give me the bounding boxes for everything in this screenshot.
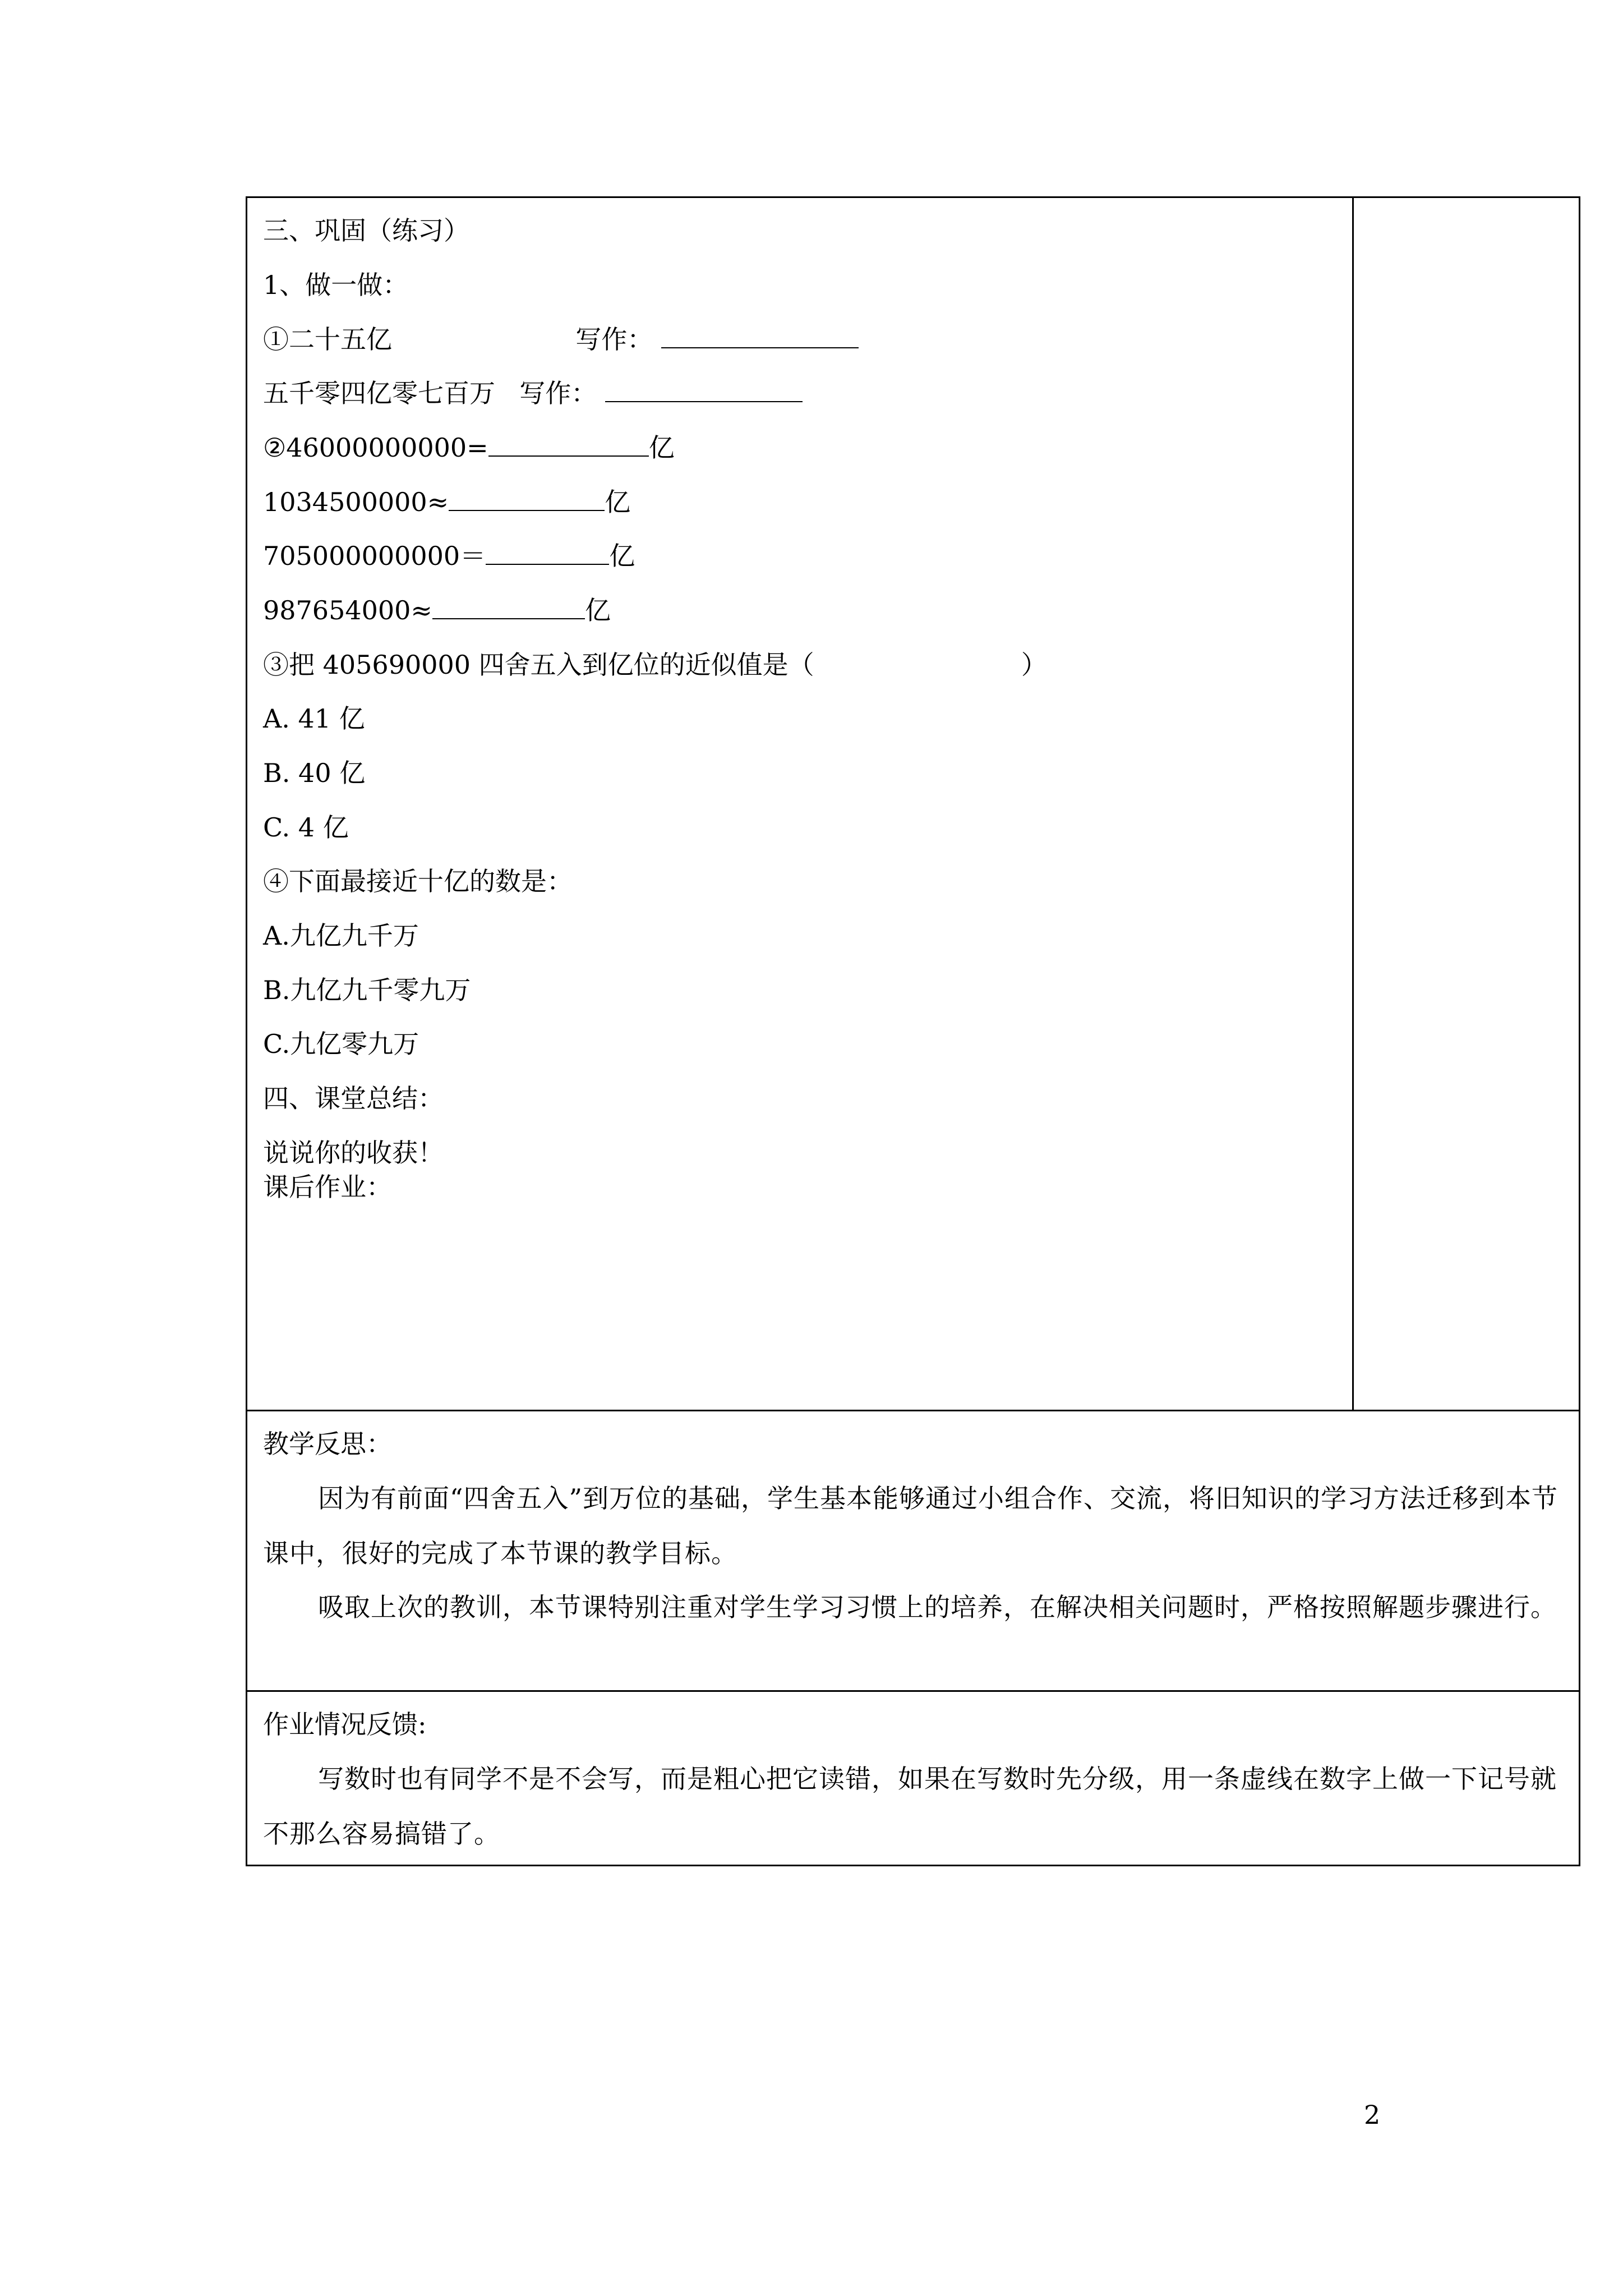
practice-section <box>247 198 1579 1411</box>
reflection-section <box>247 1411 1579 1692</box>
question-2c-unit: 亿 <box>609 541 635 571</box>
answer-blank-2c <box>486 539 609 565</box>
question-2d <box>263 593 611 627</box>
question-3-option-a: A. 41 亿 <box>263 703 365 734</box>
question-3-prefix: ③把 405690000 四舍五入到亿位的近似值是（ <box>263 650 814 680</box>
question-1a-write-label: 写作： <box>575 324 653 355</box>
answer-blank-1a <box>661 323 859 348</box>
question-2c <box>263 539 635 573</box>
question-3-option-c: C. 4 亿 <box>263 812 349 843</box>
question-3-suffix: ） <box>1021 650 1047 680</box>
question-2b <box>263 485 630 519</box>
question-2d-left: 987654000≈ <box>263 595 432 625</box>
item1-title: 1、做一做： <box>263 270 409 300</box>
practice-heading: 三、巩固（练习） <box>263 215 469 246</box>
feedback-paragraph: 写数时也有同学不是不会写，而是粗心把它读错，如果在写数时先分级，用一条虚线在数字上做一下记号就不那么容易搞错了。 <box>263 1764 1557 1849</box>
summary-line-1: 说说你的收获！ <box>263 1138 444 1168</box>
column-divider <box>1352 198 1354 1410</box>
question-2a-left: ②46000000000= <box>263 432 488 463</box>
reflection-paragraph-1: 因为有前面“四舍五入”到万位的基础，学生基本能够通过小组合作、交流，将旧知识的学习方法迁移到本节课中，很好的完成了本节课的教学目标。 <box>263 1483 1559 1568</box>
question-2d-unit: 亿 <box>584 595 611 625</box>
question-1b-text: 五千零四亿零七百万 <box>263 378 495 408</box>
summary-heading: 四、课堂总结： <box>263 1083 444 1114</box>
summary-line-2: 课后作业： <box>263 1172 392 1202</box>
question-2b-left: 1034500000≈ <box>263 487 449 517</box>
feedback-section <box>247 1692 1579 1865</box>
question-1a-text: ①二十五亿 <box>263 324 392 355</box>
question-1b-write-label: 写作： <box>519 378 597 408</box>
question-4-option-c: C.九亿零九万 <box>263 1029 419 1059</box>
lesson-table <box>246 196 1580 1866</box>
reflection-paragraph-2: 吸取上次的教训，本节课特别注重对学生学习习惯上的培养，在解决相关问题时，严格按照解题步骤进行。 <box>318 1592 1557 1622</box>
question-4-option-a: A.九亿九千万 <box>263 921 419 951</box>
feedback-heading: 作业情况反馈: <box>263 1709 427 1740</box>
page-number: 2 <box>1364 2100 1381 2130</box>
question-2a-unit: 亿 <box>648 432 675 463</box>
question-3 <box>263 648 1047 682</box>
question-1b <box>263 376 803 410</box>
question-2a <box>263 431 675 464</box>
answer-blank-2d <box>432 593 585 619</box>
answer-blank-2b <box>449 485 605 511</box>
question-4-option-b: B.九亿九千零九万 <box>263 975 471 1005</box>
question-2c-left: 705000000000＝ <box>263 541 486 571</box>
question-4: ④下面最接近十亿的数是： <box>263 866 573 896</box>
question-2b-unit: 亿 <box>605 487 631 517</box>
answer-blank-2a <box>488 431 649 457</box>
question-3-option-b: B. 40 亿 <box>263 758 366 788</box>
answer-blank-1b <box>605 376 803 402</box>
question-1a <box>263 323 859 356</box>
reflection-heading: 教学反思： <box>263 1429 392 1459</box>
